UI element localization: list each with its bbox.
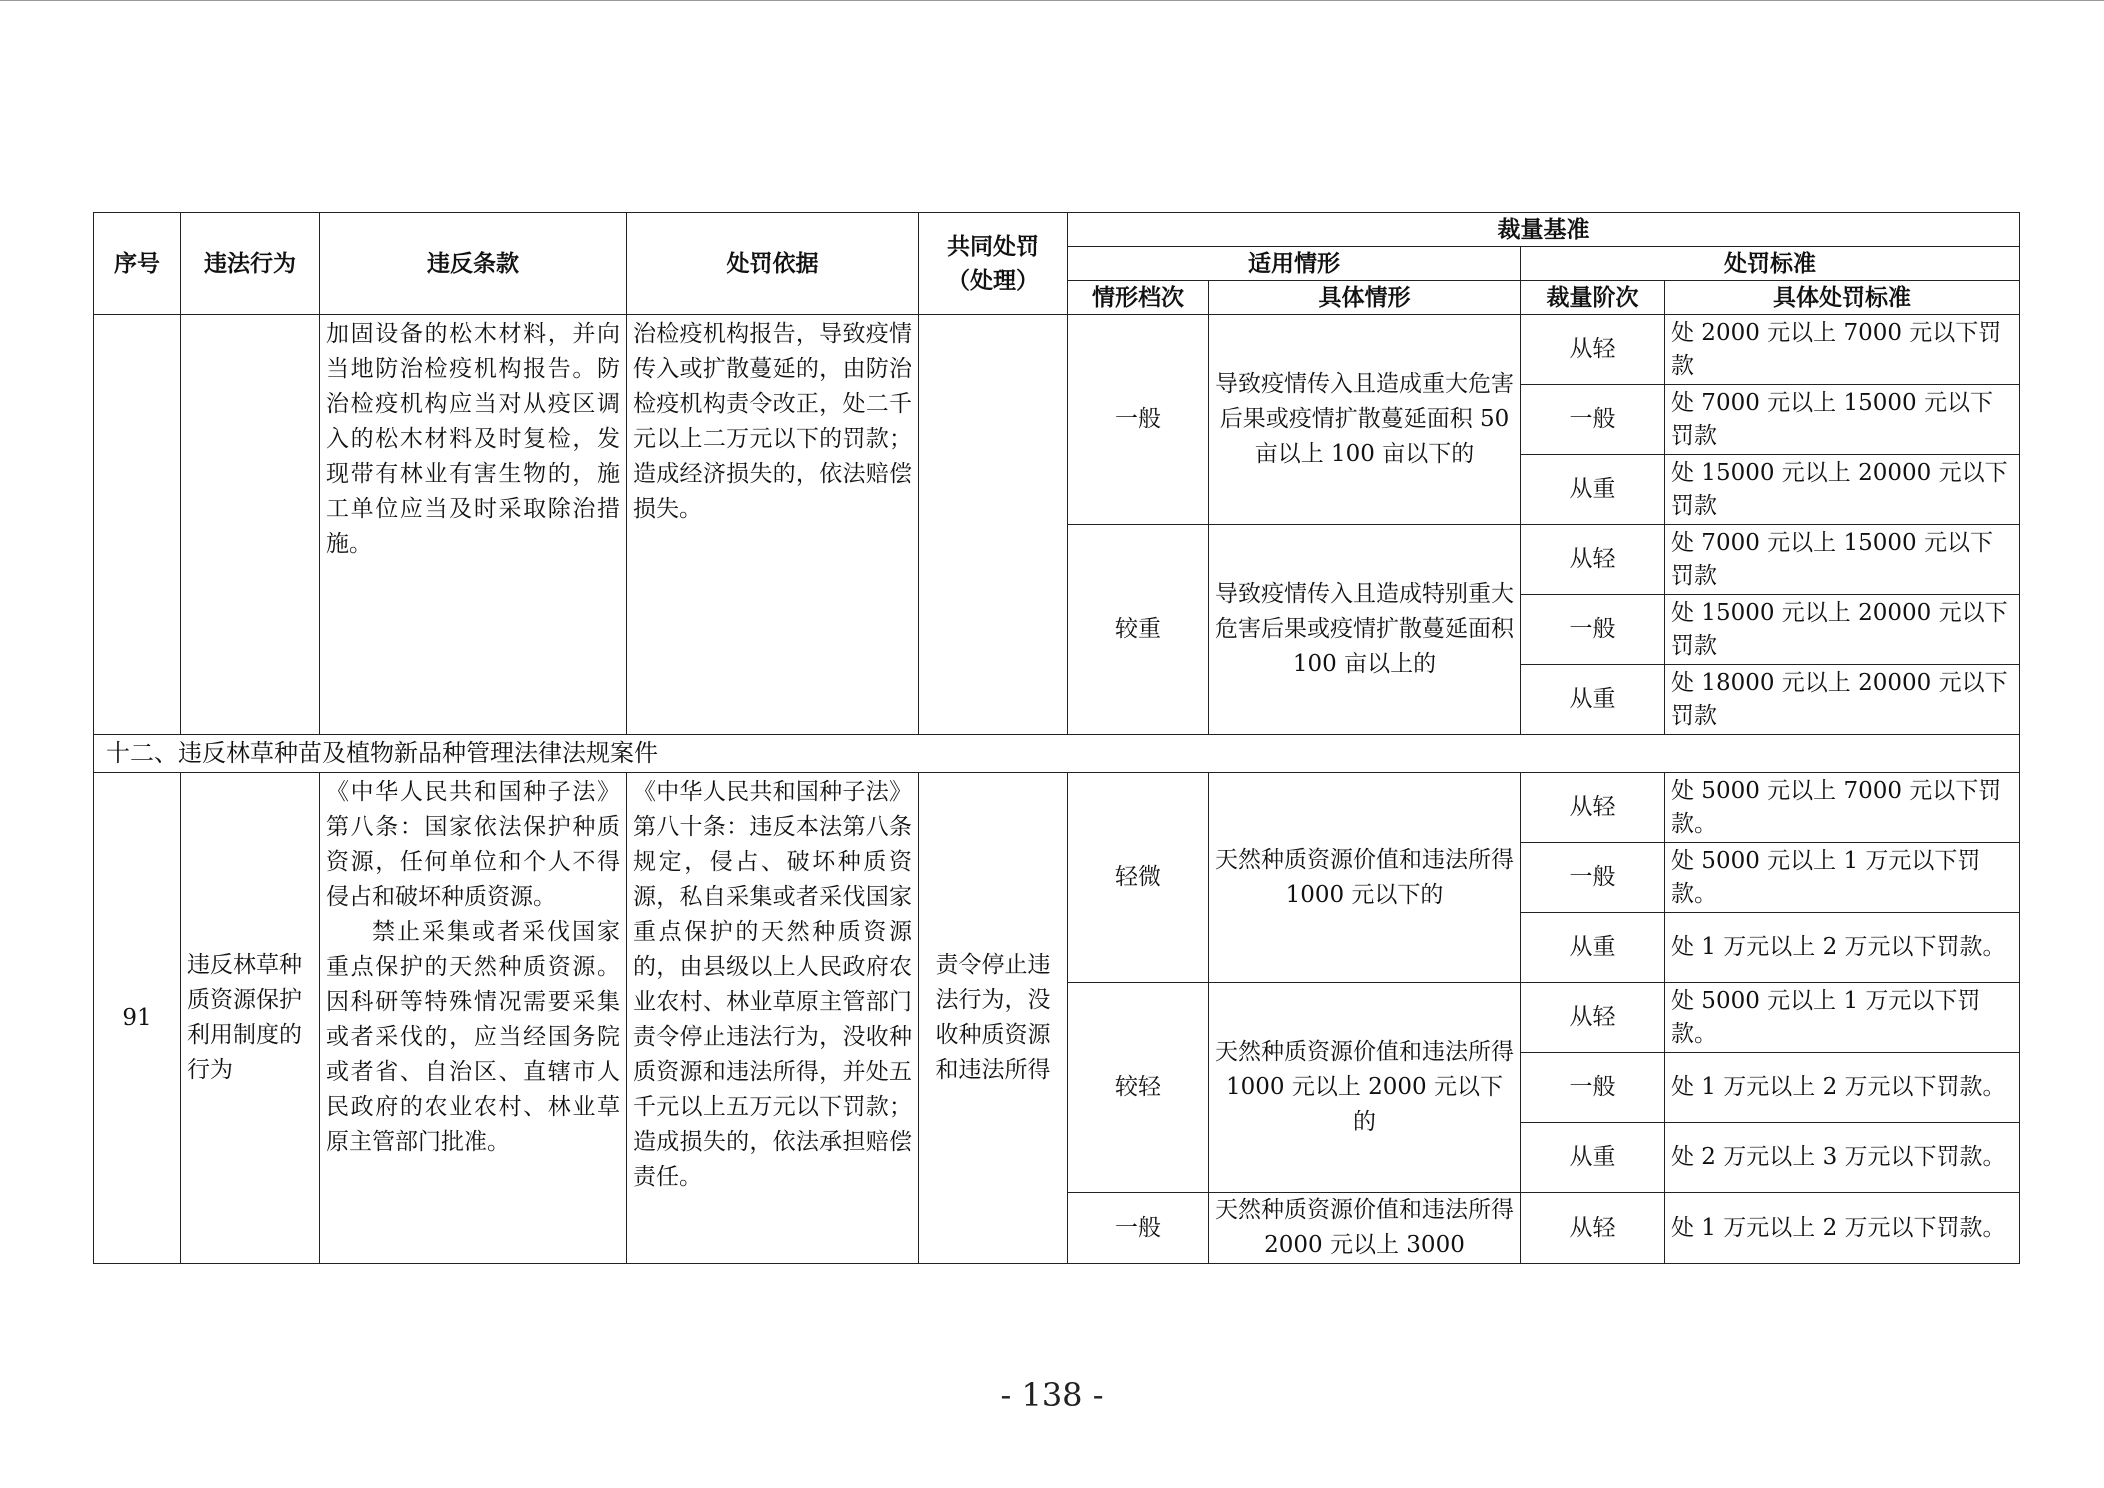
cell-std: 处 5000 元以上 1 万元以下罚款。 [1665,983,2020,1053]
cell-act: 违反林草种质资源保护利用制度的行为 [181,773,320,1264]
cell-joint: 责令停止违法行为，没收种质资源和违法所得 [919,773,1068,1264]
cell-order: 一般 [1521,843,1665,913]
cell-joint-empty [919,315,1068,735]
cell-basis: 治检疫机构报告，导致疫情传入或扩散蔓延的，由防治检疫机构责令改正，处二千元以上二万元以下的罚款；造成经济损失的，依法赔偿损失。 [627,315,919,735]
header-joint: 共同处罚（处理） [919,213,1068,315]
cell-order: 一般 [1521,385,1665,455]
cell-order: 从轻 [1521,525,1665,595]
cell-situation: 天然种质资源价值和违法所得 2000 元以上 3000 [1209,1193,1521,1264]
cell-order: 一般 [1521,1053,1665,1123]
cell-situation: 导致疫情传入且造成特别重大危害后果或疫情扩散蔓延面积 100 亩以上的 [1209,525,1521,735]
cell-seq: 91 [94,773,181,1264]
cell-std: 处 15000 元以上 20000 元以下罚款 [1665,455,2020,525]
cell-seq-empty [94,315,181,735]
cell-level: 较重 [1068,525,1209,735]
table-row [94,773,2020,843]
cell-clause [320,773,627,1264]
cell-std: 处 1 万元以上 2 万元以下罚款。 [1665,1193,2020,1264]
cell-level: 一般 [1068,1193,1209,1264]
cell-std: 处 5000 元以上 1 万元以下罚款。 [1665,843,2020,913]
cell-std: 处 2 万元以上 3 万元以下罚款。 [1665,1123,2020,1193]
cell-std: 处 1 万元以上 2 万元以下罚款。 [1665,1053,2020,1123]
top-border-line [0,0,2104,1]
cell-std: 处 7000 元以上 15000 元以下罚款 [1665,385,2020,455]
header-order: 裁量阶次 [1521,281,1665,315]
cell-clause: 加固设备的松木材料，并向当地防治检疫机构报告。防治检疫机构应当对从疫区调入的松木材料及时复检，发现带有林业有害生物的，施工单位应当及时采取除治措施。 [320,315,627,735]
header-penalty-std: 处罚标准 [1521,247,2020,281]
cell-order: 从轻 [1521,315,1665,385]
cell-situation: 导致疫情传入且造成重大危害后果或疫情扩散蔓延面积 50 亩以上 100 亩以下的 [1209,315,1521,525]
header-clause: 违反条款 [320,213,627,315]
cell-act-empty [181,315,320,735]
cell-situation: 天然种质资源价值和违法所得 1000 元以下的 [1209,773,1521,983]
cell-std: 处 7000 元以上 15000 元以下罚款 [1665,525,2020,595]
section-row [94,735,2020,773]
clause-paragraph-2: 禁止采集或者采伐国家重点保护的天然种质资源。因科研等特殊情况需要采集或者采伐的，应当经国务院或者省、自治区、直辖市人民政府的农业农村、林业草原主管部门批准。 [326,919,620,1155]
header-basis: 处罚依据 [627,213,919,315]
cell-order: 从轻 [1521,1193,1665,1264]
cell-order: 从轻 [1521,983,1665,1053]
header-level: 情形档次 [1068,281,1209,315]
cell-basis: 《中华人民共和国种子法》第八十条：违反本法第八条规定，侵占、破坏种质资源，私自采集或者采伐国家重点保护的天然种质资源的，由县级以上人民政府农业农村、林业草原主管部门责令停止违法行为，没收种质资源和违法所得，并处五千元以上五万元以下罚款；造成损失的，依法承担赔偿责任。 [627,773,919,1264]
cell-level: 较轻 [1068,983,1209,1193]
cell-std: 处 15000 元以上 20000 元以下罚款 [1665,595,2020,665]
header-applicable: 适用情形 [1068,247,1521,281]
cell-situation: 天然种质资源价值和违法所得 1000 元以上 2000 元以下的 [1209,983,1521,1193]
header-act: 违法行为 [181,213,320,315]
penalty-standard-table [93,212,2020,1264]
cell-std: 处 2000 元以上 7000 元以下罚款 [1665,315,2020,385]
cell-order: 从重 [1521,455,1665,525]
section-title: 十二、违反林草种苗及植物新品种管理法律法规案件 [94,735,2020,773]
cell-std: 处 1 万元以上 2 万元以下罚款。 [1665,913,2020,983]
cell-level: 一般 [1068,315,1209,525]
header-specific-std: 具体处罚标准 [1665,281,2020,315]
cell-order: 从重 [1521,665,1665,735]
cell-order: 从重 [1521,913,1665,983]
cell-std: 处 5000 元以上 7000 元以下罚款。 [1665,773,2020,843]
cell-order: 一般 [1521,595,1665,665]
header-discretion: 裁量基准 [1068,213,2020,247]
cell-order: 从轻 [1521,773,1665,843]
page-number: - 138 - [1000,1376,1104,1414]
cell-order: 从重 [1521,1123,1665,1193]
table-row [94,315,2020,385]
clause-paragraph-1: 《中华人民共和国种子法》第八条：国家依法保护种质资源，任何单位和个人不得侵占和破坏种质资源。 [326,779,620,910]
cell-level: 轻微 [1068,773,1209,983]
header-seq: 序号 [94,213,181,315]
cell-std: 处 18000 元以上 20000 元以下罚款 [1665,665,2020,735]
header-situation: 具体情形 [1209,281,1521,315]
